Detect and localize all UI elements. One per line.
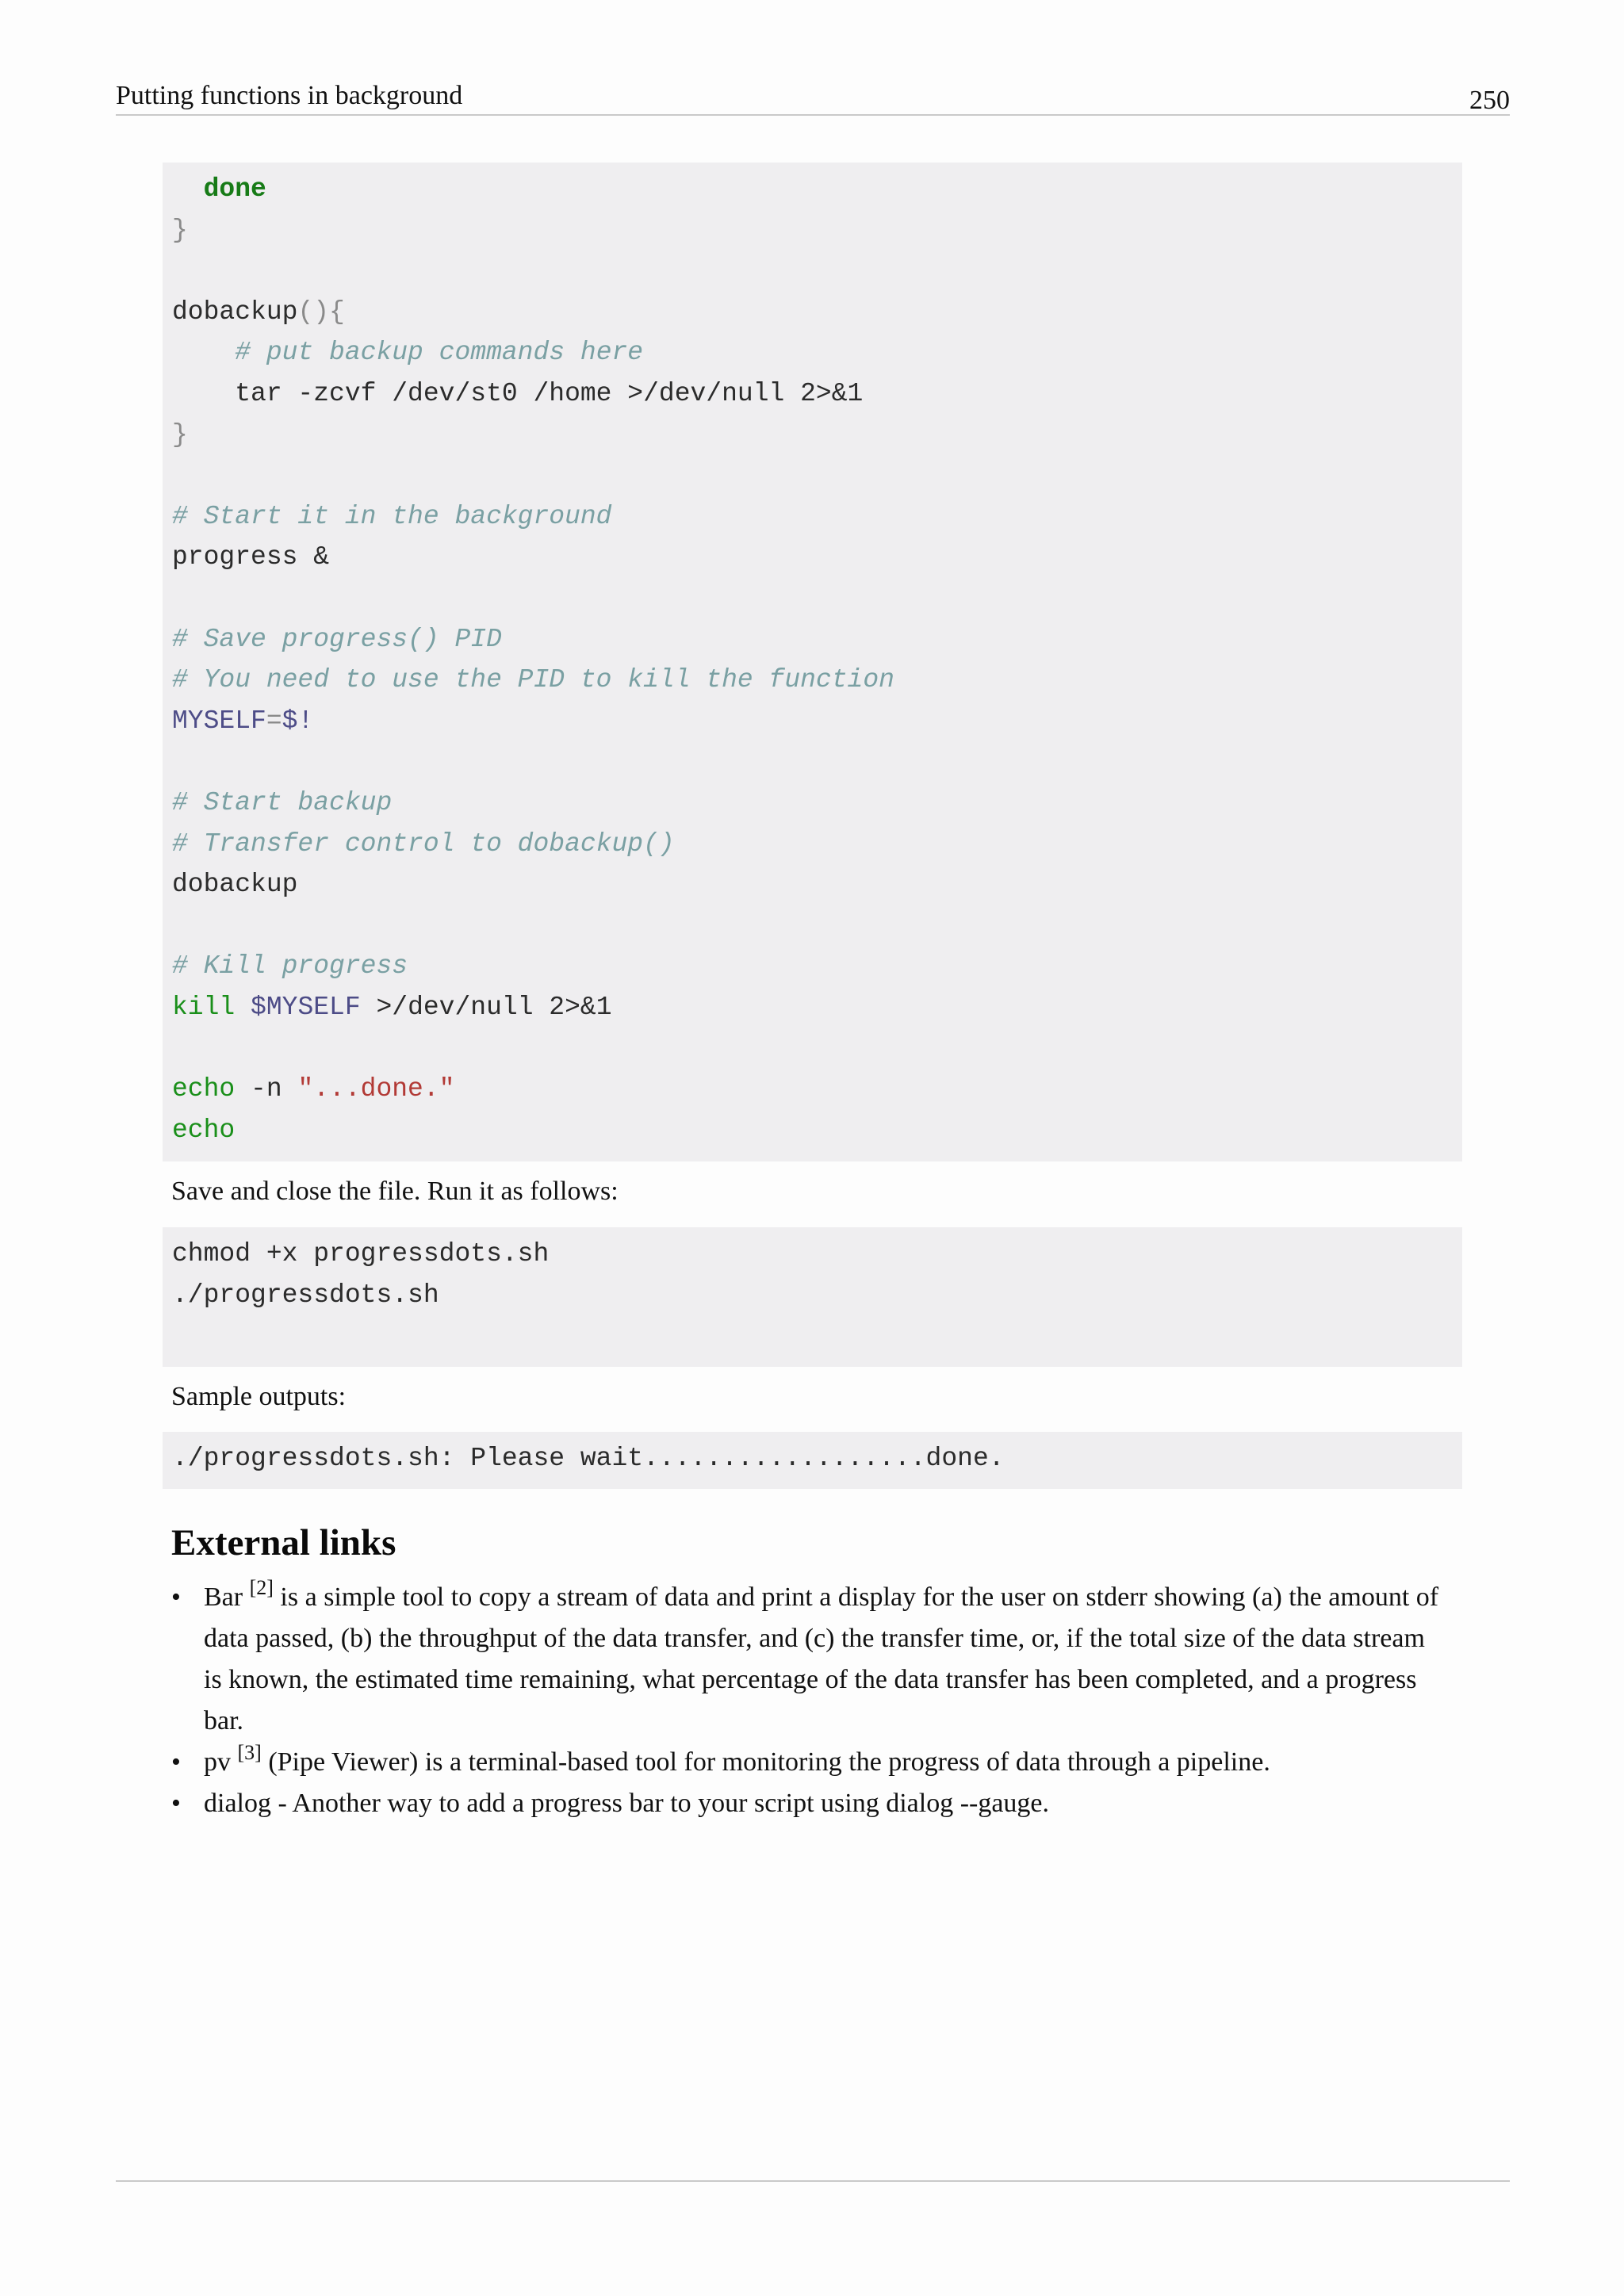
external-link-item-dialog — [171, 1783, 1440, 1824]
code-token: } — [172, 419, 188, 450]
code-line — [172, 373, 1462, 415]
code-line — [172, 496, 1462, 538]
code-line — [172, 783, 1462, 824]
external-links-heading: External links — [171, 1522, 396, 1563]
link-description: (Pipe Viewer) is a terminal-based tool for monitoring the progress of data through a pipeline. — [261, 1747, 1270, 1777]
code-token: $! — [282, 706, 314, 736]
code-line — [172, 537, 1462, 578]
code-line — [172, 905, 1462, 947]
code-token: # You need to use the PID to kill the function — [172, 665, 894, 695]
code-token: >/dev/null 2>&1 — [360, 992, 612, 1022]
code-line — [172, 169, 1462, 210]
link-pv[interactable]: pv — [204, 1747, 231, 1777]
code-token: dobackup — [172, 297, 298, 327]
code-line — [172, 1110, 1462, 1151]
page-header — [116, 76, 1510, 116]
code-line — [172, 251, 1462, 292]
code-token: dobackup — [172, 870, 298, 900]
code-line — [172, 741, 1462, 783]
paragraph-save-instructions: Save and close the file. Run it as follows: — [171, 1177, 619, 1206]
code-token: tar -zcvf /dev/st0 /home >/dev/null 2>&1 — [172, 378, 864, 408]
code-token — [172, 174, 204, 204]
link-description: - Another way to add a progress bar to your script using dialog --gauge. — [270, 1789, 1050, 1818]
code-line — [172, 946, 1462, 987]
reference-marker[interactable]: [3] — [237, 1741, 262, 1764]
code-line — [172, 864, 1462, 905]
external-links-list — [171, 1577, 1440, 1824]
link-bar[interactable]: Bar — [204, 1582, 243, 1612]
code-token: (){ — [297, 297, 345, 327]
code-token: # Start backup — [172, 787, 393, 817]
code-token — [172, 338, 235, 367]
code-line — [172, 1027, 1462, 1069]
code-block-run-commands — [163, 1227, 1462, 1367]
bullet-icon: • — [171, 1789, 181, 1818]
code-token: # Start it in the background — [172, 501, 612, 531]
code-token: done — [203, 174, 266, 204]
code-token: "...done." — [297, 1074, 455, 1104]
code-token: # Kill progress — [172, 951, 408, 982]
code-line — [172, 292, 1462, 333]
code-token — [235, 993, 251, 1022]
code-token: # put backup commands here — [235, 338, 644, 368]
code-block-sample-output — [163, 1432, 1462, 1489]
code-line — [172, 824, 1462, 865]
code-block-script — [163, 163, 1462, 1161]
code-token: MYSELF — [172, 706, 266, 736]
code-token: = — [266, 706, 282, 736]
code-token: chmod +x progressdots.sh — [172, 1239, 550, 1269]
external-link-item-pv — [171, 1742, 1440, 1783]
code-token: echo — [172, 1074, 236, 1104]
code-token: ./progressdots.sh — [172, 1280, 439, 1310]
paragraph-sample-outputs: Sample outputs: — [171, 1382, 347, 1411]
page-header-title: Putting functions in background — [116, 81, 463, 110]
code-line — [172, 332, 1462, 373]
code-line — [172, 455, 1462, 496]
code-line — [172, 619, 1462, 660]
code-token: $MYSELF — [251, 992, 361, 1022]
code-line — [172, 1438, 1462, 1479]
code-token: # Save progress() PID — [172, 624, 502, 654]
code-line — [172, 1234, 1462, 1275]
footer-divider — [116, 2180, 1510, 2182]
code-token: kill — [172, 992, 236, 1022]
code-token: # Transfer control to dobackup() — [172, 828, 675, 859]
code-line — [172, 701, 1462, 742]
code-line — [172, 660, 1462, 701]
bullet-icon: • — [171, 1582, 181, 1612]
code-token: ./progressdots.sh: Please wait..................done. — [172, 1444, 1005, 1473]
page-number: 250 — [1469, 86, 1510, 115]
external-link-item-bar — [171, 1577, 1440, 1742]
code-line — [172, 210, 1462, 251]
code-line — [172, 1069, 1462, 1110]
link-dialog[interactable]: dialog — [204, 1789, 271, 1818]
code-token: echo — [172, 1115, 236, 1145]
reference-marker[interactable]: [2] — [249, 1576, 274, 1599]
code-token: progress & — [172, 542, 330, 572]
code-line — [172, 987, 1462, 1028]
code-line — [172, 1275, 1462, 1316]
link-description: is a simple tool to copy a stream of data and print a display for the user on stderr showing (a) the amount of data passed, (b) the throughput of the data transfer, and (c) the transfer time, or, if the total size of the data stream is known, the estimated time remaining, what percentage of the data transfer has been completed, and a progress bar. — [204, 1582, 1439, 1735]
code-token: -n — [235, 1074, 298, 1104]
bullet-icon: • — [171, 1747, 181, 1777]
code-line — [172, 415, 1462, 456]
code-line — [172, 578, 1462, 619]
code-token: } — [172, 215, 188, 245]
